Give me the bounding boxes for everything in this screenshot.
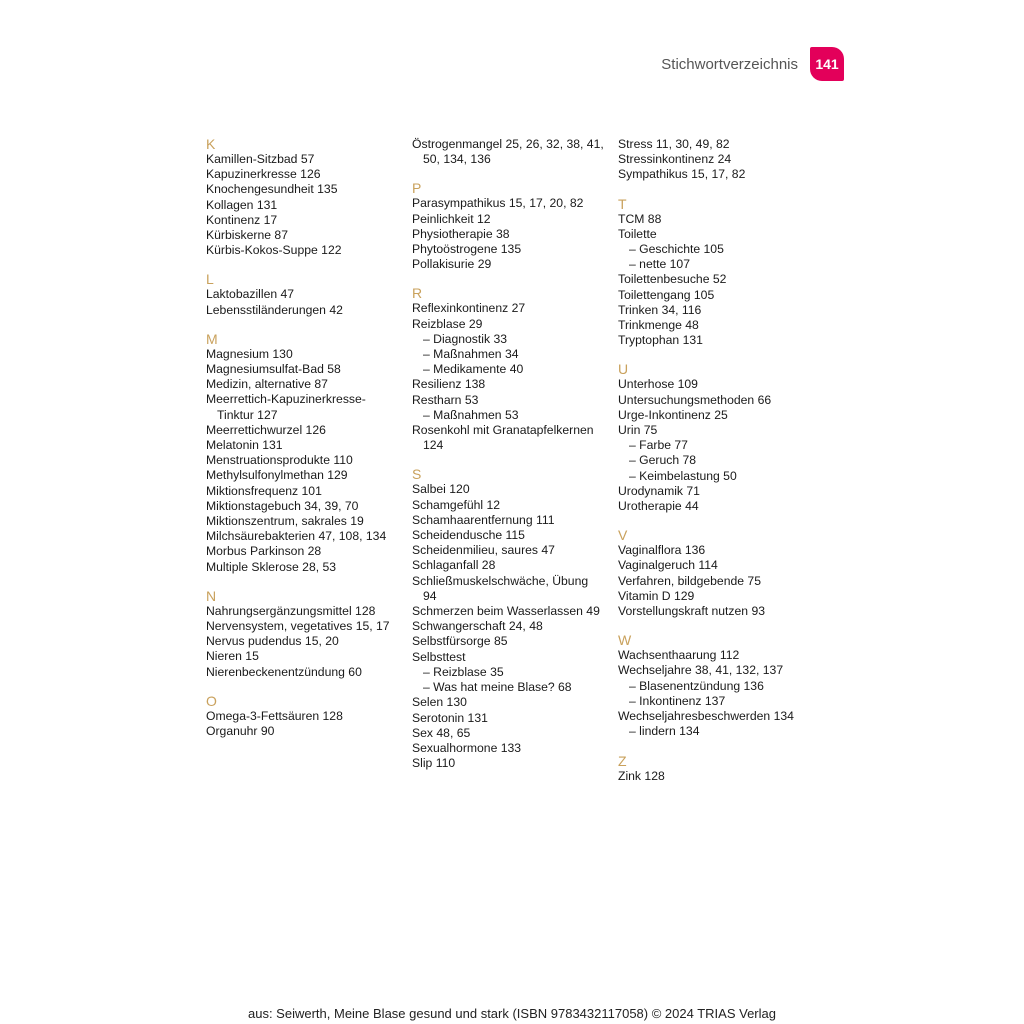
index-entry: Omega-3-Fettsäuren 128: [206, 708, 343, 723]
index-entry: Kamillen-Sitzbad 57: [206, 152, 315, 166]
index-entry: Physiotherapie 38: [412, 226, 510, 241]
source-footer: aus: Seiwerth, Meine Blase gesund und stark (ISBN 9783432117058) © 2024 TRIAS Verlag: [248, 1006, 776, 1021]
index-group: [618, 528, 814, 619]
index-entry: Magnesiumsulfat-Bad 58: [206, 362, 341, 377]
index-group: [206, 694, 396, 739]
index-entry: Scheidendusche 115: [412, 528, 525, 543]
index-letter-heading: P: [412, 180, 422, 197]
index-entry: TCM 88: [618, 211, 662, 226]
index-entry: Unterhose 109: [618, 377, 698, 392]
index-entry: Meerrettich-Kapuzinerkresse-Tinktur 127: [206, 392, 366, 422]
index-entry: Schlaganfall 28: [412, 558, 496, 573]
index-entry: Peinlichkeit 12: [412, 211, 491, 226]
index-entry: Nervensystem, vegetatives 15, 17: [206, 619, 390, 634]
index-entry: Vitamin D 129: [618, 588, 695, 603]
index-letter-heading: S: [412, 466, 422, 483]
index-entry: Milchsäurebakterien 47, 108, 134: [206, 529, 387, 544]
index-entry: Serotonin 131: [412, 710, 488, 725]
index-entry: Urin 75: [618, 423, 658, 438]
page-number-badge: 141: [810, 47, 844, 81]
index-entry: Phytoöstrogene 135: [412, 242, 522, 257]
index-entry: Lebensstiländerungen 42: [206, 302, 343, 317]
index-entry: Tryptophan 131: [618, 333, 703, 348]
index-letter-heading: R: [412, 285, 423, 302]
index-entry: Reizblase 29: [412, 316, 483, 331]
index-group: [412, 137, 604, 167]
index-entry: Urge-Inkontinenz 25: [618, 407, 728, 422]
index-entry: – Diagnostik 33: [423, 331, 508, 346]
index-entry: Urodynamik 71: [618, 483, 700, 498]
index-letter-heading: V: [618, 527, 628, 544]
index-entry: Wechseljahresbeschwerden 134: [618, 709, 794, 724]
index-letter-heading: L: [206, 271, 214, 288]
index-entry: – Reizblase 35: [423, 664, 504, 679]
index-entry: Schamgefühl 12: [412, 497, 501, 512]
index-entry: – Farbe 77: [629, 438, 688, 453]
index-entry: Salbei 120: [412, 482, 470, 497]
index-entry: Kapuzinerkresse 126: [206, 167, 321, 182]
index-entry: Östrogenmangel 25, 26, 32, 38, 41, 50, 134, 136: [412, 137, 604, 167]
index-entry: Restharn 53: [412, 392, 479, 407]
index-entry: Knochengesundheit 135: [206, 182, 338, 197]
index-entry: Wachsenthaarung 112: [618, 648, 740, 663]
index-entry: Melatonin 131: [206, 438, 283, 453]
index-column-3: [618, 137, 814, 784]
index-column-1: [206, 137, 396, 739]
index-group: [618, 754, 814, 784]
index-entry: Urotherapie 44: [618, 499, 699, 514]
index-group: [412, 181, 604, 272]
index-letter-heading: M: [206, 330, 218, 347]
index-entry: Meerrettichwurzel 126: [206, 422, 326, 437]
index-entry: Vaginalflora 136: [618, 543, 706, 558]
index-entry: Toilettengang 105: [618, 287, 715, 302]
index-letter-heading: W: [618, 632, 632, 649]
index-group: [618, 633, 814, 739]
index-entry: – Medikamente 40: [423, 362, 524, 377]
index-group: [206, 272, 396, 317]
page-header: [661, 47, 844, 81]
index-entry: Miktionstagebuch 34, 39, 70: [206, 498, 359, 513]
index-entry: Vorstellungskraft nutzen 93: [618, 604, 766, 619]
index-entry: Schmerzen beim Wasserlassen 49: [412, 604, 600, 619]
index-column-2: [412, 137, 604, 771]
index-entry: Medizin, alternative 87: [206, 377, 328, 392]
index-entry: – Blasenentzündung 136: [629, 678, 764, 693]
index-group: [412, 467, 604, 771]
index-entry: Toilettenbesuche 52: [618, 272, 727, 287]
index-entry: Nieren 15: [206, 649, 259, 664]
index-entry: Scheidenmilieu, saures 47: [412, 543, 555, 558]
index-entry: Rosenkohl mit Granatapfelkernen 124: [412, 423, 594, 453]
index-entry: Sex 48, 65: [412, 725, 471, 740]
index-entry: – Keimbelastung 50: [629, 468, 737, 483]
index-entry: Nierenbeckenentzündung 60: [206, 664, 362, 679]
index-entry: Toilette: [618, 226, 657, 241]
index-entry: Reflexinkontinenz 27: [412, 301, 526, 316]
index-entry: Wechseljahre 38, 41, 132, 137: [618, 663, 784, 678]
index-entry: Kollagen 131: [206, 197, 278, 212]
index-entry: Laktobazillen 47: [206, 287, 295, 302]
index-letter-heading: K: [206, 136, 216, 152]
index-entry: Nahrungsergänzungsmittel 128: [206, 603, 376, 618]
index-entry: – Geschichte 105: [629, 242, 724, 257]
index-entry: Selen 130: [412, 695, 467, 710]
index-entry: Vaginalgeruch 114: [618, 558, 718, 573]
index-entry: Magnesium 130: [206, 346, 293, 361]
index-entry: Stress 11, 30, 49, 82: [618, 137, 730, 151]
index-entry: Sexualhormone 133: [412, 740, 522, 755]
index-entry: Methylsulfonylmethan 129: [206, 468, 348, 483]
index-group: [618, 362, 814, 514]
index-entry: – lindern 134: [629, 724, 700, 739]
index-entry: Trinkmenge 48: [618, 318, 699, 333]
index-entry: Kürbis-Kokos-Suppe 122: [206, 243, 342, 258]
index-entry: Verfahren, bildgebende 75: [618, 573, 761, 588]
index-group: [618, 197, 814, 349]
index-letter-heading: Z: [618, 752, 627, 769]
index-entry: – Maßnahmen 53: [423, 407, 519, 422]
index-entry: Sympathikus 15, 17, 82: [618, 167, 746, 182]
index-entry: Miktionszentrum, sakrales 19: [206, 514, 364, 529]
index-entry: Untersuchungsmethoden 66: [618, 392, 772, 407]
index-entry: – Maßnahmen 34: [423, 347, 519, 362]
index-entry: Zink 128: [618, 768, 665, 783]
index-group: [206, 332, 396, 575]
index-entry: Schamhaarentfernung 111: [412, 512, 555, 527]
index-entry: Resilienz 138: [412, 377, 486, 392]
index-group: [206, 137, 396, 258]
index-group: [412, 286, 604, 453]
index-entry: – Was hat meine Blase? 68: [423, 680, 572, 695]
index-entry: Nervus pudendus 15, 20: [206, 634, 339, 649]
index-entry: – Inkontinenz 137: [629, 693, 726, 708]
index-entry: Selbsttest: [412, 649, 466, 664]
index-entry: – nette 107: [629, 257, 690, 272]
index-entry: Schwangerschaft 24, 48: [412, 619, 543, 634]
index-letter-heading: N: [206, 587, 217, 604]
index-entry: Miktionsfrequenz 101: [206, 483, 322, 498]
index-letter-heading: O: [206, 692, 217, 709]
index-entry: Schließmuskelschwäche, Übung 94: [412, 573, 589, 603]
index-letter-heading: U: [618, 361, 629, 378]
index-entry: Trinken 34, 116: [618, 302, 702, 317]
index-entry: Kürbiskerne 87: [206, 228, 288, 243]
index-group: [618, 137, 814, 183]
index-entry: Menstruationsprodukte 110: [206, 453, 353, 468]
index-entry: Multiple Sklerose 28, 53: [206, 559, 337, 574]
index-entry: Stressinkontinenz 24: [618, 152, 732, 167]
index-entry: Selbstfürsorge 85: [412, 634, 508, 649]
index-entry: Pollakisurie 29: [412, 257, 492, 272]
index-entry: Organuhr 90: [206, 724, 275, 739]
index-entry: Morbus Parkinson 28: [206, 544, 322, 559]
index-entry: Slip 110: [412, 756, 456, 771]
index-entry: Parasympathikus 15, 17, 20, 82: [412, 196, 584, 211]
index-group: [206, 589, 396, 680]
section-title: Stichwortverzeichnis: [661, 55, 798, 73]
index-entry: Kontinenz 17: [206, 212, 278, 227]
index-letter-heading: T: [618, 195, 627, 212]
index-entry: – Geruch 78: [629, 453, 697, 468]
